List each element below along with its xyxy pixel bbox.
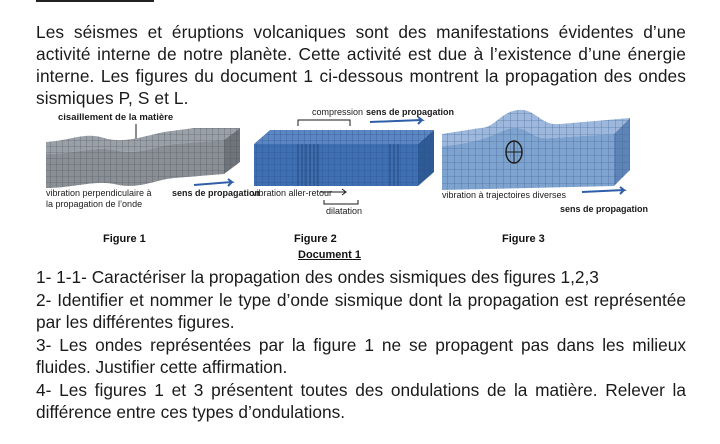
- figure-2-illustration: [250, 104, 455, 222]
- figure-2: [250, 104, 455, 222]
- figure-2-caption: Figure 2: [294, 233, 337, 245]
- figure-1-label-vibration-1: vibration perpendiculaire à: [46, 188, 152, 198]
- figure-2-direction-arrow: [370, 117, 422, 124]
- top-rule: [36, 0, 154, 2]
- figure-2-label-direction: sens de propagation: [366, 107, 455, 117]
- figure-1-caption: Figure 1: [103, 233, 146, 245]
- question-1: 1- 1-1- Caractériser la propagation des ondes sismiques des figures 1,2,3: [36, 267, 599, 287]
- figure-2-label-compression: compression: [312, 107, 364, 117]
- questions-list: [36, 266, 686, 424]
- question-3: 3- Les ondes représentées par la figure 1 ne se propagent pas dans les milieux fluides. Justifier cette affirmation.: [36, 334, 686, 377]
- figure-1-label-vibration-2: la propagation de l’onde: [46, 199, 143, 209]
- figure-3: [440, 106, 649, 222]
- figure-1-label-direction: sens de propagation: [172, 188, 261, 198]
- intro-paragraph: Les séismes et éruptions volcaniques sont des manifestations évidentes d’une activité interne de notre planète. Cette activité est due à l’existence d’une énergie interne. Les figures du document 1 ci-dessous montrent la propagation des ondes sismiques P, S et L.: [36, 22, 686, 109]
- figure-1-direction-arrow: [194, 179, 232, 186]
- figure-3-label-vibration: vibration à trajectoires diverses: [442, 190, 567, 200]
- figure-3-illustration: [440, 106, 649, 222]
- figure-1-label-top: cisaillement de la matière: [58, 112, 174, 123]
- question-2: 2- Identifier et nommer le type d’onde sismique dont la propagation est représentée par les différentes figures.: [36, 289, 686, 332]
- figure-3-label-direction: sens de propagation: [560, 204, 649, 214]
- question-4: 4- Les figures 1 et 3 présentent toutes des ondulations de la matière. Relever la différence entre ces types d’ondulations.: [36, 379, 686, 422]
- figure-2-label-dilatation: dilatation: [326, 206, 363, 216]
- figure-3-caption: Figure 3: [502, 233, 545, 245]
- figure-1: [44, 110, 261, 220]
- figure-2-label-vibration: vibration aller-retour: [252, 188, 333, 198]
- document-caption: Document 1: [298, 249, 361, 261]
- figure-1-illustration: [44, 110, 261, 220]
- figure-3-direction-arrow: [582, 187, 624, 194]
